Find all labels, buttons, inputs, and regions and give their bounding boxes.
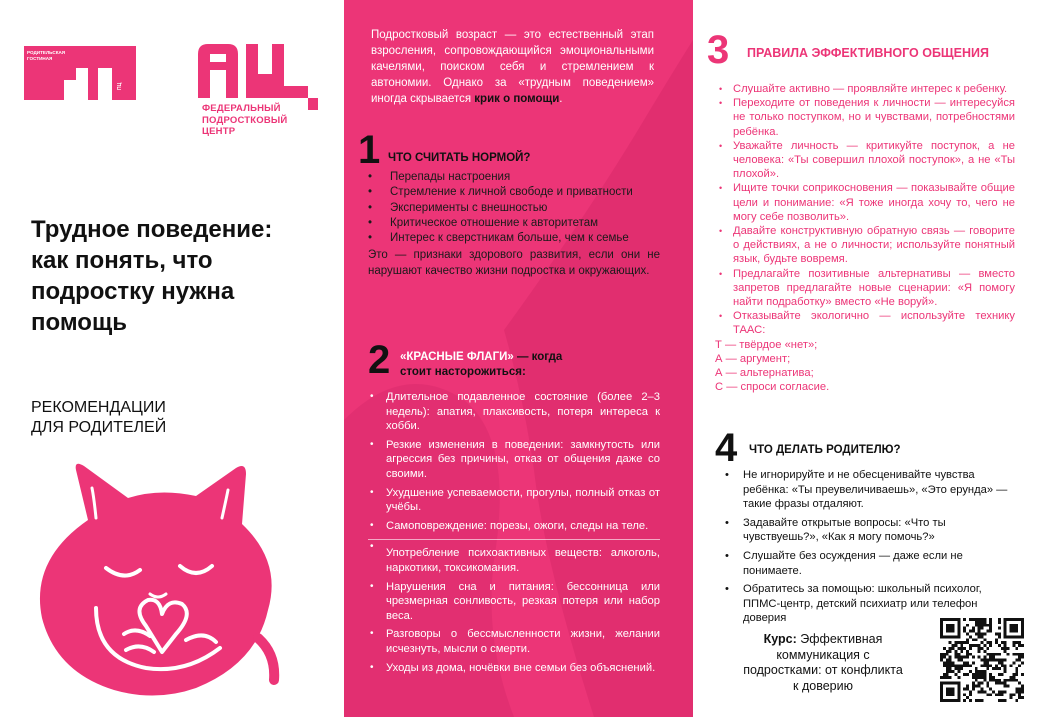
section-3-heading: ПРАВИЛА ЭФФЕКТИВНОГО ОБЩЕНИЯ [747,46,990,60]
section-2-body [368,390,660,679]
red-flags-list [368,390,660,675]
red-flags-label: «КРАСНЫЕ ФЛАГИ» [400,351,514,363]
taas-line: А — альтернатива; [715,367,814,380]
list-item: • Резкие изменения в поведении: замкнутость или агрессия без причины, отказ от общения даже со своими. [368,438,660,482]
middle-panel [344,0,693,717]
section-4-heading: ЧТО ДЕЛАТЬ РОДИТЕЛЮ? [749,444,901,456]
intro-paragraph [371,27,654,107]
logo-pc-line: ЦЕНТР [202,126,236,137]
parent-actions-list [721,468,1011,630]
course-caption [729,632,917,694]
list-item: • Эксперименты с внешностью [368,201,660,216]
list-item: • Интерес к сверстникам больше, чем к семье [368,231,660,246]
course-label: Курс: [763,632,797,646]
course-line: к доверию [793,678,853,693]
list-item: • Задавайте открытые вопросы: «Что ты чувствуешь?», «Как я могу помочь?» [721,516,1011,545]
list-item: • Давайте конструктивную обратную связь — говорите о действиях, а не о личности; используйте понятный язык, будьте вовремя. [715,224,1015,267]
list-item: • Стремление к личной свободе и приватности [368,185,660,200]
communication-rules-list [715,82,1015,394]
logo-rg-line-1: РОДИТЕЛЬСКАЯ [27,50,66,55]
list-item: • Переходите от поведения к личности — интересуйся не только поступком, но и чувствами, потребностями ребёнка. [715,96,1015,139]
list-item: • Нарушения сна и питания: бессонница или чрезмерная сонливость, резкая потеря или набор веса. [368,580,660,624]
list-item: • Длительное подавленное состояние (более 2–3 недель): апатия, плаксивость, потеря интереса к хобби. [368,390,660,434]
list-item: • Употребление психоактивных веществ: алкоголь, наркотики, токсикомания. [368,539,660,575]
taas-line: А — аргумент; [715,352,791,365]
logo-rg-line-2: ГОСТИНАЯ [27,56,53,61]
course-line: Эффективная [796,632,883,646]
page-title [31,214,331,338]
taas-technique [715,338,1015,395]
course-line: подростками: от конфликта [743,663,903,677]
parent-lounge-logo [24,46,136,100]
list-item: • Разговоры о бессмысленности жизни, желании исчезнуть, мысли о смерти. [368,627,660,656]
title-line: Трудное поведение: [31,216,273,243]
course-line: коммуникация с [776,647,870,662]
list-item: • Не игнорируйте и не обесценивайте чувства ребёнка: «Ты преувеличиваешь», «Это ерунда» — такие фразы отдаляют. [721,468,1011,512]
section-1-number: 1 [358,128,381,172]
logo-pc-line: ФЕДЕРАЛЬНЫЙ [202,103,281,114]
section-3-number: 3 [707,28,730,72]
list-item: • Отказывайте экологично — используйте технику ТААС: [715,309,1015,337]
title-line: как понять, что [31,247,213,274]
list-item: • Ищите точки соприкосновения — показывайте общие цели и понимание: «Я тоже иногда хочу то, чего не могу себе позволить». [715,181,1015,224]
hugging-cat-icon [36,458,282,698]
list-item: • Уходы из дома, ночёвки вне семьи без объяснений. [368,661,660,676]
section-2-heading-line2: стоит насторожиться: [400,366,526,378]
intro-text: Подростковый возраст — это естественный этап взросления, сопровождающийся эмоциональными качелями, поиском себя и стремлением к автономии. Однако за «трудным поведением» иногда скрывается [371,29,654,105]
normal-signs-list [368,170,660,246]
subtitle-line: ДЛЯ РОДИТЕЛЕЙ [31,419,167,436]
list-item: • Слушайте без осуждения — даже если не понимаете. [721,549,1011,578]
list-item: • Ухудшение успеваемости, прогулы, полный отказ от учёбы. [368,486,660,515]
page-subtitle [31,398,166,438]
subtitle-line: РЕКОМЕНДАЦИИ [31,399,166,416]
intro-emphasis: крик о помощи [474,93,560,105]
list-item: • Критическое отношение к авторитетам [368,216,660,231]
list-item: • Перепады настроения [368,170,660,185]
section-2-heading-rest: — когда [513,351,563,363]
section-2-heading [400,350,562,380]
qr-code-icon[interactable] [940,618,1024,702]
section-4-number: 4 [715,426,738,470]
normal-note: Это — признаки здорового развития, если они не нарушают качество жизни подростка и окружающих. [368,249,660,277]
logo-pc-line: ПОДРОСТКОВЫЙ [202,114,288,126]
section-2-number: 2 [368,338,391,382]
logo-rg-vertical: ПЦ [117,82,123,90]
intro-tail: . [559,93,563,105]
list-item: • Предлагайте позитивные альтернативы — вместо запретов предлагайте новые сценарии: «Я помогу найти подработку» вместо «Не воруй». [715,267,1015,310]
right-panel [693,0,1037,717]
title-line: помощь [31,309,127,336]
cover-panel [0,0,344,717]
title-line: подростку нужна [31,278,235,305]
taas-line: С — спроси согласие. [715,381,830,394]
list-item: • Слушайте активно — проявляйте интерес к ребенку. [715,82,1015,96]
list-item: • Самоповреждение: порезы, ожоги, следы на теле. [368,519,660,534]
list-item: • Обратитесь за помощью: школьный психолог, ППМС-центр, детский психиатр или телефон доверия [721,582,1011,626]
section-1-heading: ЧТО СЧИТАТЬ НОРМОЙ? [388,152,531,164]
list-item: • Уважайте личность — критикуйте поступок, а не человека: «Ты совершил плохой поступок», а не «Ты плохой». [715,139,1015,182]
taas-line: Т — твёрдое «нет»; [715,338,818,351]
section-1-body [368,170,660,279]
logo-pc-caption [202,103,287,138]
